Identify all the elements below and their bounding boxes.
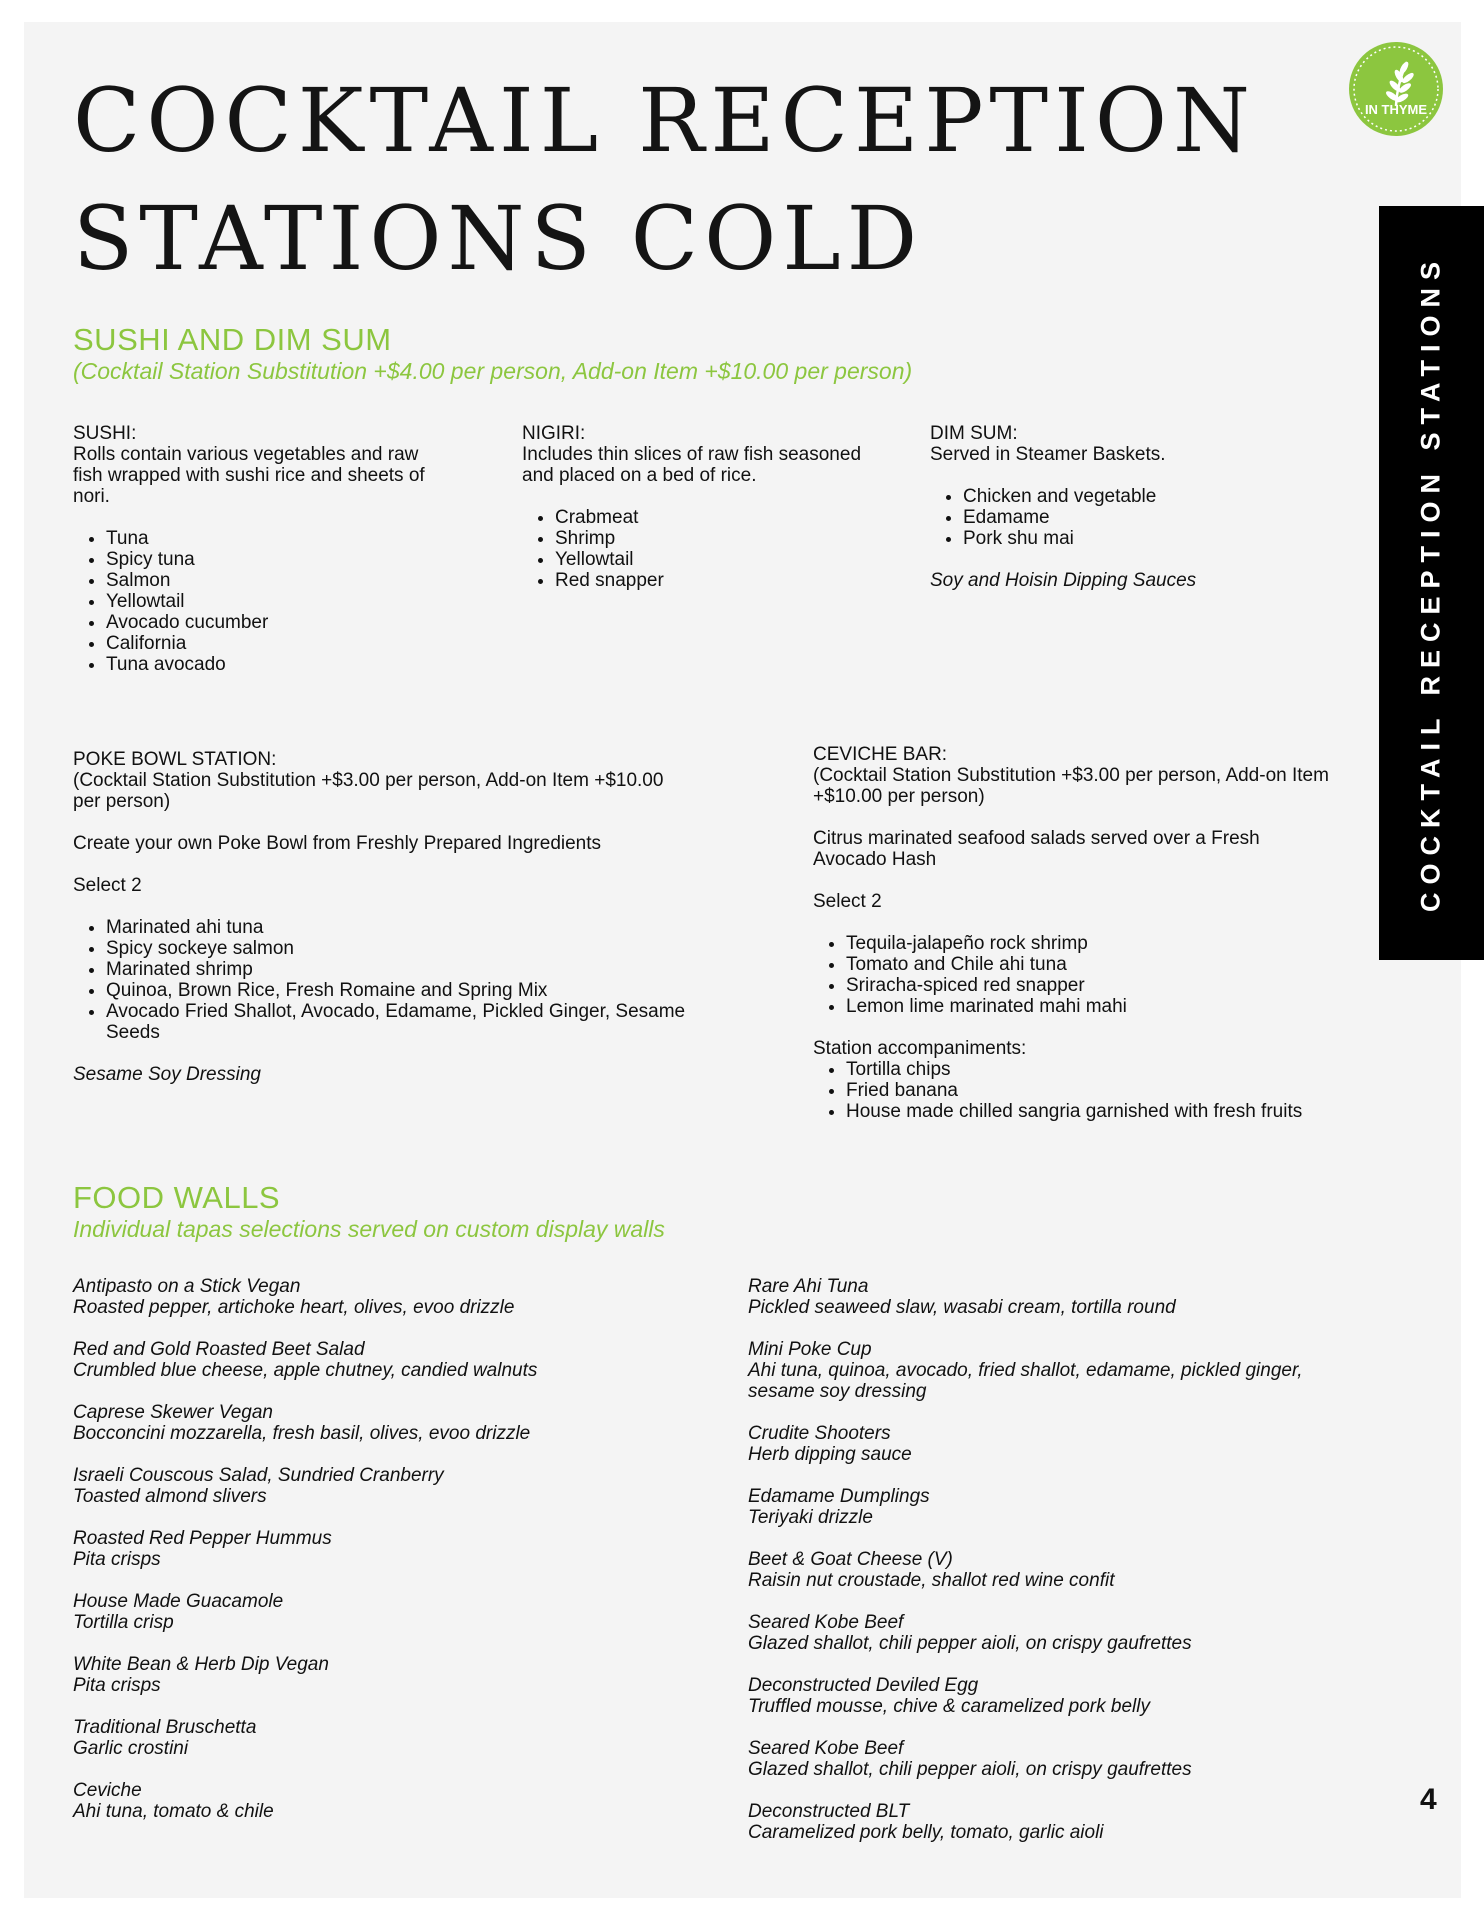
food-wall-item (73, 1591, 633, 1633)
page-title-line-1: COCKTAIL RECEPTION (73, 69, 1257, 172)
food-wall-item-name: Traditional Bruschetta (73, 1717, 257, 1738)
food-wall-item (748, 1612, 1328, 1654)
list-item: • Pork shu mai (963, 528, 1290, 549)
nigiri-description: Includes thin slices of raw fish seasoned and placed on a bed of rice. (522, 444, 862, 486)
list-item: • Marinated ahi tuna (106, 917, 693, 938)
poke-block (73, 749, 693, 1085)
food-wall-item-description: Glazed shallot, chili pepper aioli, on crispy gaufrettes (748, 1759, 1192, 1780)
list-item: • Yellowtail (106, 591, 443, 612)
food-wall-item-name: Seared Kobe Beef (748, 1738, 904, 1759)
food-wall-item-name: Caprese Skewer Vegan (73, 1402, 273, 1423)
list-item: • Sriracha-spiced red snapper (846, 975, 1333, 996)
dim-sum-note: Soy and Hoisin Dipping Sauces (930, 570, 1197, 591)
food-wall-item (73, 1717, 633, 1759)
list-item: • Yellowtail (555, 549, 862, 570)
sushi-description: Rolls contain various vegetables and raw fish wrapped with sushi rice and sheets of nori. (73, 444, 425, 507)
food-wall-item-name: Roasted Red Pepper Hummus (73, 1528, 332, 1549)
food-wall-item-name: Mini Poke Cup (748, 1339, 872, 1360)
list-item: • Edamame (963, 507, 1290, 528)
ceviche-select: Select 2 (813, 891, 882, 912)
food-wall-item (73, 1465, 633, 1507)
ceviche-block (813, 744, 1333, 1122)
food-wall-item (748, 1801, 1328, 1843)
side-tab (1379, 206, 1484, 960)
poke-note: Sesame Soy Dressing (73, 1064, 261, 1085)
food-wall-item (73, 1528, 633, 1570)
poke-pricing: (Cocktail Station Substitution +$3.00 per person, Add-on Item +$10.00 per person) (73, 770, 664, 812)
food-wall-item (748, 1423, 1328, 1465)
list-item: • Tuna avocado (106, 654, 443, 675)
poke-description: Create your own Poke Bowl from Freshly Prepared Ingredients (73, 833, 602, 854)
food-wall-item-name: Beet & Goat Cheese (V) (748, 1549, 953, 1570)
list-item: • Tuna (106, 528, 443, 549)
food-wall-item-description: Tortilla crisp (73, 1612, 174, 1633)
list-item: • Marinated shrimp (106, 959, 693, 980)
list-item: • Lemon lime marinated mahi mahi (846, 996, 1333, 1017)
food-wall-item-description: Truffled mousse, chive & caramelized pork belly (748, 1696, 1150, 1717)
food-walls-right-column (748, 1276, 1328, 1864)
food-wall-item-description: Crumbled blue cheese, apple chutney, candied walnuts (73, 1360, 538, 1381)
food-wall-item-name: Red and Gold Roasted Beet Salad (73, 1339, 365, 1360)
poke-heading: POKE BOWL STATION: (73, 749, 277, 770)
food-wall-item (73, 1402, 633, 1444)
list-item: • Fried banana (846, 1080, 1333, 1101)
dim-sum-list (930, 486, 1290, 549)
food-wall-item-name: Crudite Shooters (748, 1423, 891, 1444)
food-wall-item-name: Edamame Dumplings (748, 1486, 930, 1507)
ceviche-accompaniments-list (813, 1059, 1333, 1122)
food-wall-item (73, 1780, 633, 1822)
section-title-food-walls: FOOD WALLS (73, 1180, 281, 1215)
food-wall-item-description: Bocconcini mozzarella, fresh basil, olives, evoo drizzle (73, 1423, 531, 1444)
list-item: • Spicy tuna (106, 549, 443, 570)
food-wall-item-name: Seared Kobe Beef (748, 1612, 904, 1633)
list-item: • Tortilla chips (846, 1059, 1333, 1080)
list-item: • Spicy sockeye salmon (106, 938, 693, 959)
food-wall-item-name: Ceviche (73, 1780, 142, 1801)
food-wall-item (748, 1549, 1328, 1591)
list-item: • Chicken and vegetable (963, 486, 1290, 507)
food-wall-item (748, 1738, 1328, 1780)
food-wall-item-description: Garlic crostini (73, 1738, 189, 1759)
ceviche-heading: CEVICHE BAR: (813, 744, 948, 765)
food-wall-item-name: House Made Guacamole (73, 1591, 284, 1612)
food-wall-item (73, 1654, 633, 1696)
list-item: • Crabmeat (555, 507, 862, 528)
food-wall-item (748, 1486, 1328, 1528)
list-item: • Tequila-jalapeño rock shrimp (846, 933, 1333, 954)
list-item: • Avocado Fried Shallot, Avocado, Edamame, Pickled Ginger, Sesame Seeds (106, 1001, 693, 1043)
food-wall-item-name: Deconstructed Deviled Egg (748, 1675, 979, 1696)
poke-list (73, 917, 693, 1043)
list-item: • Shrimp (555, 528, 862, 549)
food-wall-item-description: Glazed shallot, chili pepper aioli, on crispy gaufrettes (748, 1633, 1192, 1654)
dim-sum-block (930, 423, 1290, 591)
side-tab-label: COCKTAIL RECEPTION STATIONS (1415, 253, 1446, 913)
section-subtitle-food-walls: Individual tapas selections served on custom display walls (73, 1216, 665, 1242)
section-subtitle-sushi: (Cocktail Station Substitution +$4.00 per person, Add-on Item +$10.00 per person) (73, 358, 913, 384)
food-wall-item-name: Rare Ahi Tuna (748, 1276, 869, 1297)
food-wall-item-name: Antipasto on a Stick Vegan (73, 1276, 301, 1297)
food-wall-item-description: Ahi tuna, tomato & chile (73, 1801, 274, 1822)
food-wall-item (748, 1276, 1328, 1318)
food-wall-item-description: Pickled seaweed slaw, wasabi cream, tortilla round (748, 1297, 1176, 1318)
ceviche-description: Citrus marinated seafood salads served over a Fresh Avocado Hash (813, 828, 1260, 870)
food-wall-item-description: Toasted almond slivers (73, 1486, 267, 1507)
list-item: • Tomato and Chile ahi tuna (846, 954, 1333, 975)
food-wall-item (73, 1339, 633, 1381)
food-wall-item-description: Pita crisps (73, 1549, 161, 1570)
food-wall-item (748, 1339, 1328, 1402)
food-wall-item-name: White Bean & Herb Dip Vegan (73, 1654, 329, 1675)
sushi-block (73, 423, 443, 675)
poke-select: Select 2 (73, 875, 142, 896)
food-wall-item-description: Herb dipping sauce (748, 1444, 912, 1465)
food-wall-item-description: Pita crisps (73, 1675, 161, 1696)
page-title (73, 62, 1256, 298)
logo-text: IN THYME (1364, 102, 1428, 117)
sushi-list (73, 528, 443, 675)
dim-sum-heading: DIM SUM: (930, 423, 1018, 444)
section-title-sushi: SUSHI AND DIM SUM (73, 322, 392, 357)
list-item: • Quinoa, Brown Rice, Fresh Romaine and Spring Mix (106, 980, 693, 1001)
list-item: • California (106, 633, 443, 654)
wheat-leaf-icon (1347, 40, 1445, 138)
food-walls-left-column (73, 1276, 633, 1843)
food-wall-item-name: Israeli Couscous Salad, Sundried Cranberry (73, 1465, 444, 1486)
list-item: • Avocado cucumber (106, 612, 443, 633)
food-wall-item-description: Caramelized pork belly, tomato, garlic aioli (748, 1822, 1104, 1843)
list-item: • Red snapper (555, 570, 862, 591)
list-item: • Salmon (106, 570, 443, 591)
food-wall-item-description: Raisin nut croustade, shallot red wine confit (748, 1570, 1115, 1591)
food-wall-item-description: Roasted pepper, artichoke heart, olives, evoo drizzle (73, 1297, 515, 1318)
sushi-heading: SUSHI: (73, 423, 137, 444)
food-wall-item-description: Teriyaki drizzle (748, 1507, 873, 1528)
food-wall-item (748, 1675, 1328, 1717)
list-item: • House made chilled sangria garnished with fresh fruits (846, 1101, 1333, 1122)
nigiri-block (522, 423, 862, 591)
dim-sum-description: Served in Steamer Baskets. (930, 444, 1166, 465)
in-thyme-logo (1347, 40, 1445, 138)
ceviche-list (813, 933, 1333, 1017)
page-title-line-2: STATIONS COLD (73, 187, 924, 290)
page-number: 4 (1420, 1783, 1437, 1816)
nigiri-heading: NIGIRI: (522, 423, 586, 444)
nigiri-list (522, 507, 862, 591)
ceviche-accompaniments-heading: Station accompaniments: (813, 1038, 1027, 1059)
ceviche-pricing: (Cocktail Station Substitution +$3.00 per person, Add-on Item +$10.00 per person) (813, 765, 1329, 807)
food-wall-item-description: Ahi tuna, quinoa, avocado, fried shallot, edamame, pickled ginger, sesame soy dressing (748, 1360, 1303, 1402)
food-wall-item (73, 1276, 633, 1318)
food-wall-item-name: Deconstructed BLT (748, 1801, 910, 1822)
